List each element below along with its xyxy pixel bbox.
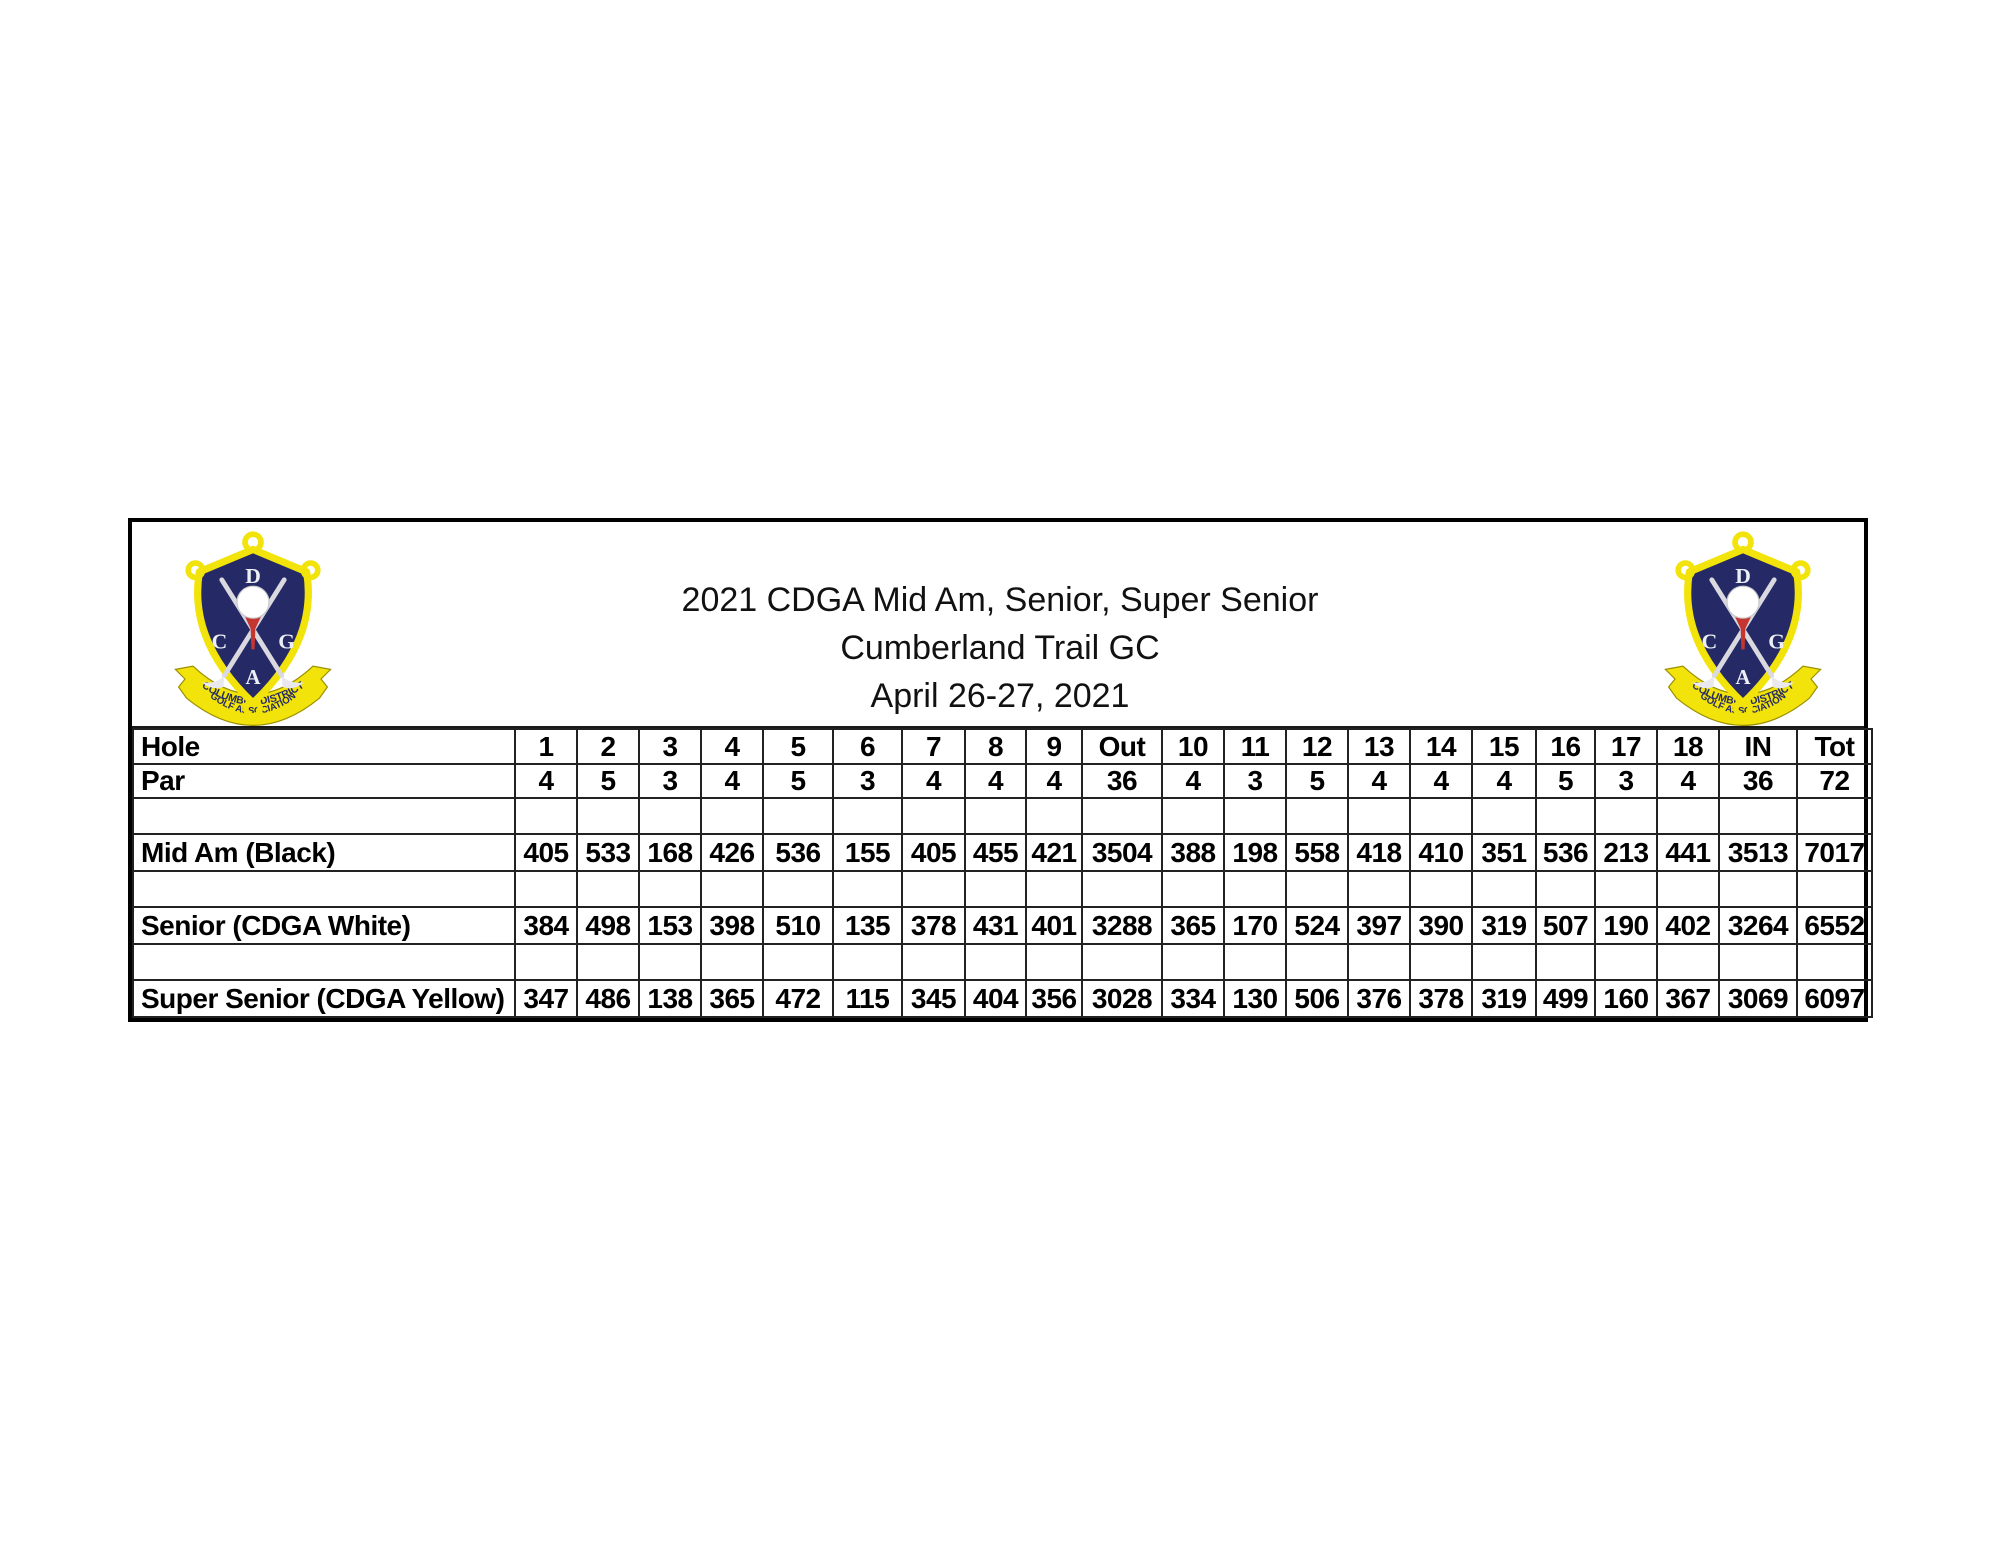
score-cell: 376: [1348, 980, 1410, 1017]
hole-number-header: Tot: [1797, 729, 1872, 764]
hole-number-header: 10: [1162, 729, 1224, 764]
score-cell: 365: [1162, 907, 1224, 944]
score-cell: 130: [1224, 980, 1286, 1017]
hole-number-header: 5: [763, 729, 833, 764]
score-cell: 472: [763, 980, 833, 1017]
score-cell: 426: [701, 834, 763, 871]
score-cell: 4: [1348, 764, 1410, 798]
score-cell: 378: [1410, 980, 1472, 1017]
hole-number-header: 13: [1348, 729, 1410, 764]
spacer-cell: [1224, 798, 1286, 834]
spacer-cell: [1082, 944, 1162, 980]
score-cell: 499: [1536, 980, 1595, 1017]
spacer-cell: [1472, 798, 1536, 834]
spacer-cell: [965, 871, 1026, 907]
score-cell: 4: [515, 764, 577, 798]
score-cell: 441: [1657, 834, 1719, 871]
spacer-cell: [965, 798, 1026, 834]
spacer-cell: [1082, 798, 1162, 834]
score-cell: 72: [1797, 764, 1872, 798]
row-super-senior-cdga-yellow: [133, 980, 1872, 1017]
spacer-cell: [639, 871, 701, 907]
score-cell: 319: [1472, 907, 1536, 944]
score-cell: 198: [1224, 834, 1286, 871]
spacer-cell: [1026, 944, 1082, 980]
hole-number-header: 18: [1657, 729, 1719, 764]
spacer-cell: [902, 871, 965, 907]
score-cell: 6552: [1797, 907, 1872, 944]
cdga-logo-right: [1650, 527, 1840, 727]
spacer-cell: [133, 944, 515, 980]
row-label-par: Par: [133, 764, 515, 798]
score-cell: 36: [1082, 764, 1162, 798]
score-cell: 4: [1026, 764, 1082, 798]
score-cell: 388: [1162, 834, 1224, 871]
score-cell: 507: [1536, 907, 1595, 944]
hole-number-header: 1: [515, 729, 577, 764]
spacer-cell: [1657, 798, 1719, 834]
cdga-crest-icon: [160, 527, 346, 727]
spacer-cell: [763, 871, 833, 907]
spacer-cell: [1657, 871, 1719, 907]
score-cell: 402: [1657, 907, 1719, 944]
spacer-cell: [1657, 944, 1719, 980]
row-label-senior-cdga-white: Senior (CDGA White): [133, 907, 515, 944]
score-cell: 418: [1348, 834, 1410, 871]
score-cell: 4: [1162, 764, 1224, 798]
score-cell: 398: [701, 907, 763, 944]
spacer-cell: [1026, 871, 1082, 907]
spacer-cell: [1536, 798, 1595, 834]
score-cell: 536: [1536, 834, 1595, 871]
spacer-cell: [577, 944, 639, 980]
score-cell: 405: [515, 834, 577, 871]
spacer-cell: [577, 871, 639, 907]
score-cell: 3028: [1082, 980, 1162, 1017]
spacer-cell: [833, 798, 902, 834]
spacer-cell: [1162, 944, 1224, 980]
spacer-cell: [1224, 871, 1286, 907]
score-cell: 138: [639, 980, 701, 1017]
score-cell: 506: [1286, 980, 1348, 1017]
spacer-cell: [639, 798, 701, 834]
spacer-row: [133, 944, 1872, 980]
score-cell: 3264: [1719, 907, 1797, 944]
title-block: [350, 522, 1650, 726]
score-cell: 536: [763, 834, 833, 871]
score-cell: 4: [902, 764, 965, 798]
score-cell: 3: [1224, 764, 1286, 798]
score-cell: 5: [1536, 764, 1595, 798]
score-cell: 3: [639, 764, 701, 798]
event-title: 2021 CDGA Mid Am, Senior, Super Senior: [681, 581, 1319, 619]
spacer-cell: [965, 944, 1026, 980]
spacer-cell: [133, 871, 515, 907]
hole-number-header: 14: [1410, 729, 1472, 764]
score-cell: 155: [833, 834, 902, 871]
scorecard-table: [132, 728, 1873, 1018]
spacer-cell: [1719, 944, 1797, 980]
hole-number-header: 15: [1472, 729, 1536, 764]
hole-number-header: 4: [701, 729, 763, 764]
score-cell: 4: [701, 764, 763, 798]
hole-number-header: 16: [1536, 729, 1595, 764]
spacer-cell: [1026, 798, 1082, 834]
score-cell: 160: [1595, 980, 1657, 1017]
score-cell: 384: [515, 907, 577, 944]
spacer-cell: [1286, 944, 1348, 980]
score-cell: 524: [1286, 907, 1348, 944]
score-cell: 213: [1595, 834, 1657, 871]
hole-number-header: 2: [577, 729, 639, 764]
spacer-cell: [763, 944, 833, 980]
score-cell: 486: [577, 980, 639, 1017]
spacer-cell: [515, 944, 577, 980]
score-cell: 319: [1472, 980, 1536, 1017]
spacer-cell: [515, 871, 577, 907]
score-cell: 345: [902, 980, 965, 1017]
score-cell: 533: [577, 834, 639, 871]
spacer-cell: [1797, 944, 1872, 980]
spacer-cell: [701, 871, 763, 907]
score-cell: 334: [1162, 980, 1224, 1017]
hole-column-header: Hole: [133, 729, 515, 764]
spacer-cell: [1162, 871, 1224, 907]
spacer-cell: [1719, 871, 1797, 907]
spacer-cell: [1348, 871, 1410, 907]
score-cell: 455: [965, 834, 1026, 871]
score-cell: 3: [833, 764, 902, 798]
spacer-cell: [1719, 798, 1797, 834]
score-cell: 4: [1472, 764, 1536, 798]
spacer-cell: [1536, 944, 1595, 980]
score-cell: 170: [1224, 907, 1286, 944]
spacer-cell: [902, 798, 965, 834]
score-cell: 421: [1026, 834, 1082, 871]
hole-number-header: Out: [1082, 729, 1162, 764]
spacer-cell: [1797, 798, 1872, 834]
spacer-cell: [639, 944, 701, 980]
score-cell: 190: [1595, 907, 1657, 944]
hole-number-header: 3: [639, 729, 701, 764]
score-cell: 168: [639, 834, 701, 871]
score-cell: 3069: [1719, 980, 1797, 1017]
spacer-cell: [1472, 871, 1536, 907]
spacer-cell: [1162, 798, 1224, 834]
hole-number-header: 11: [1224, 729, 1286, 764]
hole-number-header: 12: [1286, 729, 1348, 764]
spacer-cell: [1410, 871, 1472, 907]
spacer-row: [133, 798, 1872, 834]
score-cell: 365: [701, 980, 763, 1017]
score-cell: 3288: [1082, 907, 1162, 944]
header-row: [133, 729, 1872, 764]
score-cell: 4: [965, 764, 1026, 798]
spacer-cell: [833, 944, 902, 980]
score-cell: 401: [1026, 907, 1082, 944]
score-cell: 7017: [1797, 834, 1872, 871]
score-cell: 6097: [1797, 980, 1872, 1017]
spacer-cell: [1348, 944, 1410, 980]
score-cell: 367: [1657, 980, 1719, 1017]
spacer-cell: [1286, 871, 1348, 907]
hole-number-header: IN: [1719, 729, 1797, 764]
spacer-cell: [133, 798, 515, 834]
spacer-row: [133, 871, 1872, 907]
spacer-cell: [1410, 798, 1472, 834]
score-cell: 3: [1595, 764, 1657, 798]
spacer-cell: [515, 798, 577, 834]
row-label-mid-am-black: Mid Am (Black): [133, 834, 515, 871]
score-cell: 410: [1410, 834, 1472, 871]
cdga-crest-icon: [1650, 527, 1836, 727]
hole-number-header: 7: [902, 729, 965, 764]
score-cell: 390: [1410, 907, 1472, 944]
score-cell: 3513: [1719, 834, 1797, 871]
course-name: Cumberland Trail GC: [840, 629, 1160, 667]
spacer-cell: [1797, 871, 1872, 907]
spacer-cell: [1595, 944, 1657, 980]
score-cell: 115: [833, 980, 902, 1017]
spacer-cell: [1536, 871, 1595, 907]
hole-number-header: 6: [833, 729, 902, 764]
spacer-cell: [1410, 944, 1472, 980]
score-cell: 558: [1286, 834, 1348, 871]
score-cell: 378: [902, 907, 965, 944]
hole-number-header: 9: [1026, 729, 1082, 764]
scorecard-board: [128, 518, 1868, 1022]
score-cell: 5: [577, 764, 639, 798]
score-cell: 404: [965, 980, 1026, 1017]
event-date: April 26-27, 2021: [870, 677, 1130, 715]
spacer-cell: [1595, 798, 1657, 834]
spacer-cell: [763, 798, 833, 834]
score-cell: 510: [763, 907, 833, 944]
spacer-cell: [1348, 798, 1410, 834]
spacer-cell: [1286, 798, 1348, 834]
spacer-cell: [701, 798, 763, 834]
score-cell: 135: [833, 907, 902, 944]
score-cell: 405: [902, 834, 965, 871]
hole-number-header: 17: [1595, 729, 1657, 764]
spacer-cell: [1082, 871, 1162, 907]
row-label-super-senior-cdga-yellow: Super Senior (CDGA Yellow): [133, 980, 515, 1017]
spacer-cell: [1224, 944, 1286, 980]
spacer-cell: [1595, 871, 1657, 907]
score-cell: 356: [1026, 980, 1082, 1017]
score-cell: 431: [965, 907, 1026, 944]
score-cell: 347: [515, 980, 577, 1017]
row-mid-am-black: [133, 834, 1872, 871]
score-cell: 5: [1286, 764, 1348, 798]
cdga-logo-left: [160, 527, 350, 727]
score-cell: 351: [1472, 834, 1536, 871]
spacer-cell: [833, 871, 902, 907]
spacer-cell: [577, 798, 639, 834]
score-cell: 4: [1410, 764, 1472, 798]
score-cell: 4: [1657, 764, 1719, 798]
score-cell: 36: [1719, 764, 1797, 798]
spacer-cell: [1472, 944, 1536, 980]
row-par: [133, 764, 1872, 798]
spacer-cell: [701, 944, 763, 980]
row-senior-cdga-white: [133, 907, 1872, 944]
spacer-cell: [902, 944, 965, 980]
score-cell: 153: [639, 907, 701, 944]
masthead: [132, 522, 1864, 728]
score-cell: 5: [763, 764, 833, 798]
hole-number-header: 8: [965, 729, 1026, 764]
score-cell: 498: [577, 907, 639, 944]
score-cell: 3504: [1082, 834, 1162, 871]
score-cell: 397: [1348, 907, 1410, 944]
